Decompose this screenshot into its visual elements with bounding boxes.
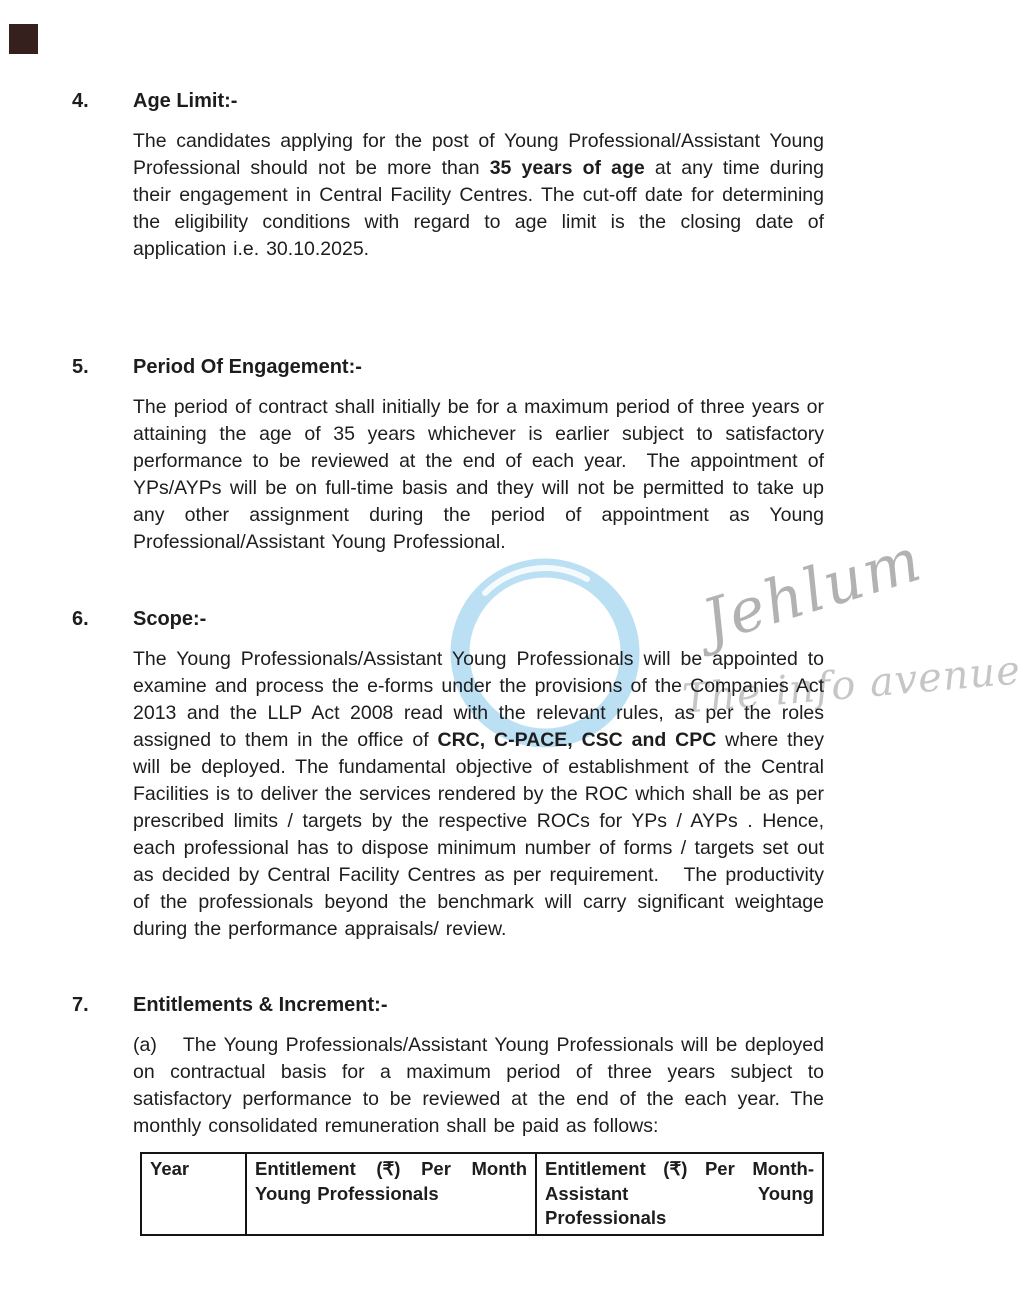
section-title: Scope:- [133,608,207,630]
paragraph-bold-text: CRC, C-PACE, CSC and CPC [437,729,717,751]
section-scope [72,606,824,943]
section-title: Period Of Engagement:- [133,356,362,378]
section-paragraph [133,1032,824,1140]
paragraph-bold-text: 35 years of age [489,157,645,179]
section-number: 7. [72,994,89,1016]
section-age-limit [72,88,824,263]
paragraph-text: The candidates applying for the post of Young Professional/Assistant Young Professional should not be more than [133,130,824,179]
section-title: Age Limit:- [133,90,238,112]
section-paragraph [133,128,824,263]
section-paragraph: The period of contract shall initially be for a maximum period of three years or attaining the age of 35 years whichever is earlier subject to satisfactory performance to be reviewed at the end of each year. The appointment of YPs/AYPs will be on full-time basis and they will not be permitted to take up any other assignment during the period of appointment as Young Professional/Assistant Young Professional. [133,396,824,553]
paragraph-text: The Young Professionals/Assistant Young Professionals will be appointed to examine and process the e-forms under the provisions of the Companies Act 2013 and the LLP Act 2008 read with the relevant rules, as per the roles assigned to them in the office of [133,648,824,751]
table-header-ayp-entitlement: Entitlement (₹) Per Month- Assistant Young Professionals [536,1153,823,1235]
remuneration-table [140,1152,824,1236]
table-header-yp-entitlement: Entitlement (₹) Per Month Young Professionals [246,1153,536,1235]
paragraph-text: The Young Professionals/Assistant Young Professionals will be deployed on contractual basis for a maximum period of three years subject to satisfactory performance to be reviewed at the end of the each year. The monthly consolidated remuneration shall be paid as follows: [133,1034,824,1137]
section-paragraph [133,646,824,943]
section-number: 5. [72,356,89,378]
section-number: 4. [72,90,89,112]
scan-corner-artifact [9,24,38,54]
watermark-brand-text: Jehlum [694,524,931,658]
clause-label: (a) [133,1034,157,1056]
watermark-tagline-text: The info avenue [680,647,1023,723]
section-number: 6. [72,608,89,630]
paragraph-text: where they will be deployed. The fundamental objective of establishment of the Central Facilities is to deliver the services rendered by the ROC which shall be as per prescribed limits / targets by the respective ROCs for YPs / AYPs . Hence, each professional has to dispose minimum number of forms / targets set out as decided by Central Facility Centres as per requirement. The productivity of the professionals beyond the benchmark will carry significant weightage during the performance appraisals/ review. [133,729,824,940]
section-title: Entitlements & Increment:- [133,994,388,1016]
section-entitlements-increment [72,992,824,1140]
paragraph-text: at any time during their engagement in Central Facility Centres. The cut-off date for determining the eligibility conditions with regard to age limit is the closing date of application i.e. 30.10.2025. [133,157,824,260]
table-header-row [141,1153,823,1235]
section-period-of-engagement [72,354,824,556]
table-header-year: Year [141,1153,246,1235]
